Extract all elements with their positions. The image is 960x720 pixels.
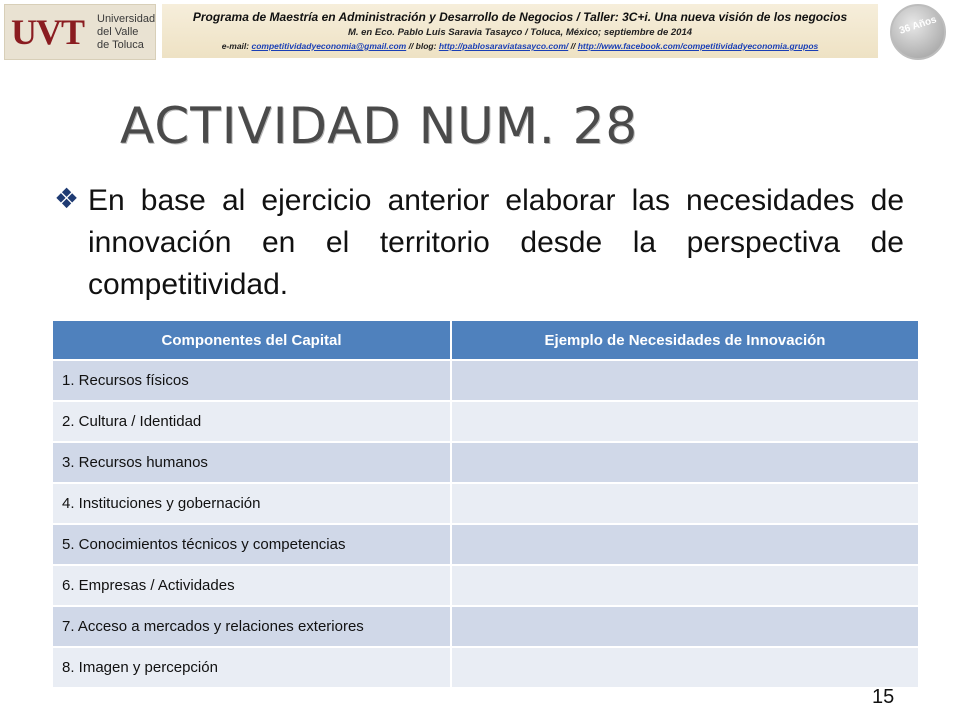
header-components: Componentes del Capital: [53, 321, 451, 360]
innovation-need-cell[interactable]: [451, 360, 918, 401]
table-row: [53, 401, 918, 442]
table-row: [53, 647, 918, 687]
logo-mark: UVT: [11, 12, 85, 52]
logo-text: [97, 13, 155, 52]
diamond-bullet-icon: ❖: [54, 183, 80, 214]
component-cell: 2. Cultura / Identidad: [53, 401, 451, 442]
page-number: 15: [872, 686, 895, 708]
header-innovation-needs: Ejemplo de Necesidades de Innovación: [451, 321, 918, 360]
component-cell: 7. Acceso a mercados y relaciones exteriores: [53, 606, 451, 647]
slide-title: ACTIVIDAD NUM. 28: [120, 97, 639, 155]
seal-text: 36 Años: [897, 14, 939, 37]
program-author: M. en Eco. Pablo Luis Saravia Tasayco / Toluca, México; septiembre de 2014: [347, 27, 693, 38]
table-row: [53, 565, 918, 606]
table-header-row: [53, 321, 918, 360]
slide-header: [0, 0, 960, 66]
table-row: [53, 483, 918, 524]
innovation-need-cell[interactable]: [451, 483, 918, 524]
program-contacts: [162, 41, 878, 51]
table-row: [53, 606, 918, 647]
logo-text-line: del Valle: [97, 26, 139, 38]
program-title: Programa de Maestría en Administración y Desarrollo de Negocios / Taller: 3C+i. Una nueva visión de los negocios: [192, 10, 848, 24]
innovation-need-cell[interactable]: [451, 401, 918, 442]
innovation-need-cell[interactable]: [451, 647, 918, 687]
table-row: [53, 524, 918, 565]
capital-components-table: [53, 321, 918, 687]
table-row: [53, 442, 918, 483]
component-cell: 6. Empresas / Actividades: [53, 565, 451, 606]
blog-link[interactable]: http://pablosaraviatasayco.com/: [438, 41, 569, 51]
logo-text-line: de Toluca: [97, 39, 144, 51]
component-cell: 3. Recursos humanos: [53, 442, 451, 483]
component-cell: 4. Instituciones y gobernación: [53, 483, 451, 524]
blog-label: // blog:: [408, 41, 437, 51]
anniversary-seal-icon: [890, 4, 946, 60]
component-cell: 1. Recursos físicos: [53, 360, 451, 401]
innovation-need-cell[interactable]: [451, 442, 918, 483]
email-label: e-mail:: [221, 41, 250, 51]
component-cell: 5. Conocimientos técnicos y competencias: [53, 524, 451, 565]
table-row: [53, 360, 918, 401]
logo-text-line: Universidad: [97, 13, 156, 25]
uvt-logo: [4, 4, 156, 60]
email-link[interactable]: competitividadyeconomia@gmail.com: [251, 41, 407, 51]
facebook-link[interactable]: http://www.facebook.com/competitividadyeconomia.grupos: [577, 41, 819, 51]
innovation-need-cell[interactable]: [451, 524, 918, 565]
instruction-text: En base al ejercicio anterior elaborar las necesidades de innovación en el territorio desde la perspectiva de competitividad.: [88, 184, 904, 301]
innovation-need-cell[interactable]: [451, 606, 918, 647]
program-banner: [162, 4, 878, 58]
link-separator: //: [570, 41, 576, 51]
innovation-need-cell[interactable]: [451, 565, 918, 606]
instruction-bullet: [54, 180, 904, 306]
component-cell: 8. Imagen y percepción: [53, 647, 451, 687]
